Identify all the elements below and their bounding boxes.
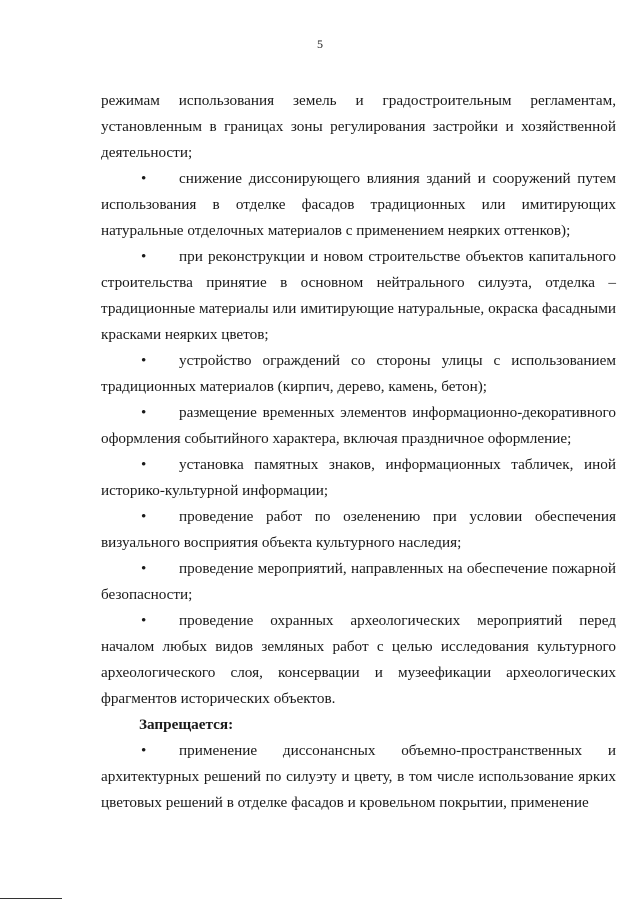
bullet-marker: • bbox=[141, 456, 147, 473]
list-item-text: проведение мероприятий, направленных на обеспечение пожарной безопасности; bbox=[101, 560, 616, 603]
list-item-text: снижение диссонирующего влияния зданий и сооружений путем использования в отделке фасадов традиционных или имитирующих натуральные отделочных материалов с применением неярких оттенков); bbox=[101, 170, 616, 239]
list-item bbox=[101, 348, 616, 400]
list-item-text: применение диссонансных объемно-пространственных и архитектурных решений по силуэту и цвету, в том числе использование ярких цветовых решений в отделке фасадов и кровельном покрытии, применение bbox=[101, 742, 616, 811]
list-item bbox=[101, 452, 616, 504]
bullet-marker: • bbox=[141, 248, 147, 265]
list-item-text: устройство ограждений со стороны улицы с использованием традиционных материалов (кирпич, дерево, камень, бетон); bbox=[101, 352, 616, 395]
list-item bbox=[101, 738, 616, 816]
list-item-text: установка памятных знаков, информационных табличек, иной историко-культурной информации; bbox=[101, 456, 616, 499]
list-item bbox=[101, 556, 616, 608]
list-item bbox=[101, 608, 616, 712]
permitted-list bbox=[101, 166, 616, 712]
bullet-marker: • bbox=[141, 742, 147, 759]
page-number: 5 bbox=[317, 37, 323, 51]
bullet-marker: • bbox=[141, 560, 147, 577]
prohibited-list bbox=[101, 738, 616, 816]
bullet-marker: • bbox=[141, 404, 147, 421]
list-item-text: проведение работ по озеленению при условии обеспечения визуального восприятия объекта культурного наследия; bbox=[101, 508, 616, 551]
footnote-divider bbox=[0, 898, 62, 899]
bullet-marker: • bbox=[141, 612, 147, 629]
list-item-text: проведение охранных археологических мероприятий перед началом любых видов земляных работ с целью исследования культурного археологического слоя, консервации и музеефикации археологических фрагментов исторических объектов. bbox=[101, 612, 616, 707]
list-item bbox=[101, 504, 616, 556]
list-item-text: при реконструкции и новом строительстве объектов капитального строительства принятие в основном нейтрального силуэта, отделка – традиционные материалы или имитирующие натуральные, окраска фасадными красками неярких цветов; bbox=[101, 248, 616, 343]
list-item bbox=[101, 400, 616, 452]
list-item bbox=[101, 244, 616, 348]
list-item bbox=[101, 166, 616, 244]
bullet-marker: • bbox=[141, 508, 147, 525]
bullet-marker: • bbox=[141, 352, 147, 369]
intro-paragraph: режимам использования земель и градостроительным регламентам, установленным в границах зоны регулирования застройки и хозяйственной деятельности; bbox=[101, 92, 616, 161]
document-body bbox=[101, 88, 616, 816]
list-item-text: размещение временных элементов информационно-декоративного оформления событийного характера, включая праздничное оформление; bbox=[101, 404, 616, 447]
bullet-marker: • bbox=[141, 170, 147, 187]
prohibited-heading: Запрещается: bbox=[139, 716, 234, 733]
